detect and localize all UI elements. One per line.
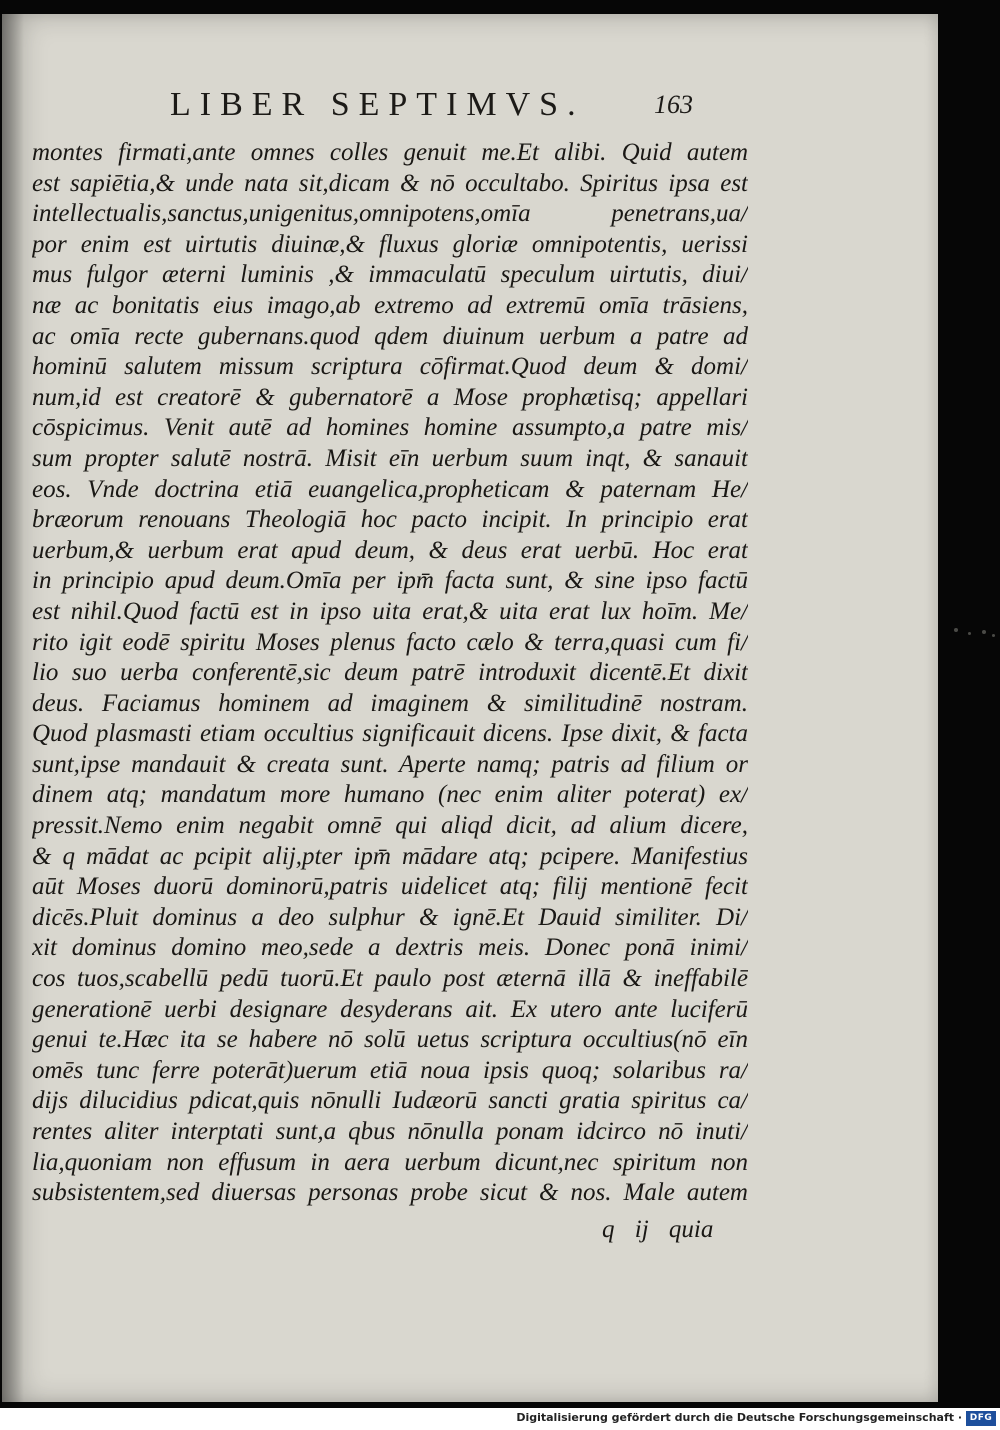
dust-speck	[968, 632, 971, 635]
text-line: rito igit eodē spiritu Moses plenus facto cælo & terra,quasi cum fi/	[32, 628, 748, 656]
dfg-logo-icon: DFG	[966, 1411, 996, 1426]
digitization-footer	[0, 1408, 1000, 1430]
text-line: genui te.Hæc ita se habere nō solū uetus scriptura occultius(nō eīn	[32, 1026, 748, 1054]
dust-speck	[982, 630, 986, 634]
text-line: cōspicimus. Venit autē ad homines homine assumpto,a patre mis/	[32, 414, 748, 442]
text-line: sunt,ipse mandauit & creata sunt. Aperte namq; patris ad filium or	[32, 750, 748, 778]
text-line: in principio apud deum.Omīa per ipm̄ facta sunt, & sine ipso factū	[32, 567, 748, 595]
dust-speck	[954, 628, 958, 632]
text-line: por enim est uirtutis diuinæ,& fluxus gloriæ omnipotentis, uerissi	[32, 230, 748, 258]
text-line: eos. Vnde doctrina etiā euangelica,propheticam & paternam He/	[32, 475, 748, 503]
text-line: næ ac bonitatis eius imago,ab extremo ad extremū omīa trāsiens,	[32, 291, 748, 319]
text-line: mus fulgor æterni luminis ,& immaculatū speculum uirtutis, diui/	[32, 261, 748, 289]
text-line: aūt Moses duorū dominorū,patris uidelicet atq; filij mentionē fecit	[32, 873, 748, 901]
text-line: dicēs.Pluit dominus a deo sulphur & ignē.Et Dauid similiter. Di/	[32, 903, 748, 931]
funding-credit: Digitalisierung gefördert durch die Deutsche Forschungsgemeinschaft ·	[516, 1411, 962, 1424]
text-line: bræorum renouans Theologiā hoc pacto incipit. In principio erat	[32, 506, 748, 534]
text-line: rentes aliter interptati sunt,a qbus nōnulla ponam idcirco nō inuti/	[32, 1118, 748, 1145]
text-line: cos tuos,scabellū pedū tuorū.Et paulo post æternā illā & ineffabilē	[32, 965, 748, 993]
text-line: dinem atq; mandatum more humano (nec enim aliter poterat) ex/	[32, 781, 748, 809]
text-line: intellectualis,sanctus,unigenitus,omnipotens,omīa penetrans,ua/	[32, 200, 748, 228]
text-line: Quod plasmasti etiam occultius significauit dicens. Ipse dixit, & facta	[32, 720, 748, 748]
book-page	[2, 14, 938, 1402]
text-line: ac omīa recte gubernans.quod qdem diuinum uerbum a patre ad	[32, 322, 748, 350]
text-line: dijs dilucidius pdicat,quis nōnulli Iudæorū sancti gratia spiritus ca/	[32, 1087, 748, 1115]
text-line: lia,quoniam non effusum in aera uerbum dicunt,nec spiritum non	[32, 1148, 748, 1176]
text-line: hominū salutem missum scriptura cōfirmat.Quod deum & domi/	[32, 353, 748, 381]
text-line: xit dominus domino meo,sede a dextris meis. Donec ponā inimi/	[32, 934, 748, 962]
dust-speck	[992, 634, 995, 637]
folio-number: 163	[654, 90, 693, 119]
catchword-signature: q ij quia	[602, 1216, 714, 1243]
text-line: & q mādat ac pcipit alij,pter ipm̄ mādare atq; pcipere. Manifestius	[32, 842, 748, 870]
text-line: uerbum,& uerbum erat apud deum, & deus erat uerbū. Hoc erat	[32, 536, 748, 564]
text-line: pressit.Nemo enim negabit omnē qui aliqd dicit, ad alium dicere,	[32, 812, 748, 840]
text-line: subsistentem,sed diuersas personas probe sicut & nos. Male autem	[32, 1179, 748, 1207]
text-line: omēs tunc ferre poterāt)uerum etiā noua ipsis quoq; solaribus ra/	[32, 1056, 748, 1084]
text-line: sum propter salutē nostrā. Misit eīn uerbum suum inqt, & sanauit	[32, 444, 748, 472]
text-line: lio suo uerba conferentē,sic deum patrē introduxit dicentē.Et dixit	[32, 659, 748, 687]
text-line: est sapiētia,& unde nata sit,dicam & nō occultabo. Spiritus ipsa est	[32, 169, 748, 197]
text-line: est nihil.Quod factū est in ipso uita erat,& uita erat lux hoīm. Me/	[32, 597, 748, 625]
text-block	[32, 138, 748, 1209]
text-line: deus. Faciamus hominem ad imaginem & similitudinē nostram.	[32, 689, 748, 717]
running-head: LIBER SEPTIMVS.	[170, 86, 585, 123]
text-line: generationē uerbi designare desyderans ait. Ex utero ante luciferū	[32, 995, 748, 1023]
text-line: num,id est creatorē & gubernatorē a Mose prophætisq; appellari	[32, 383, 748, 411]
text-line: montes firmati,ante omnes colles genuit me.Et alibi. Quid autem	[32, 139, 748, 166]
